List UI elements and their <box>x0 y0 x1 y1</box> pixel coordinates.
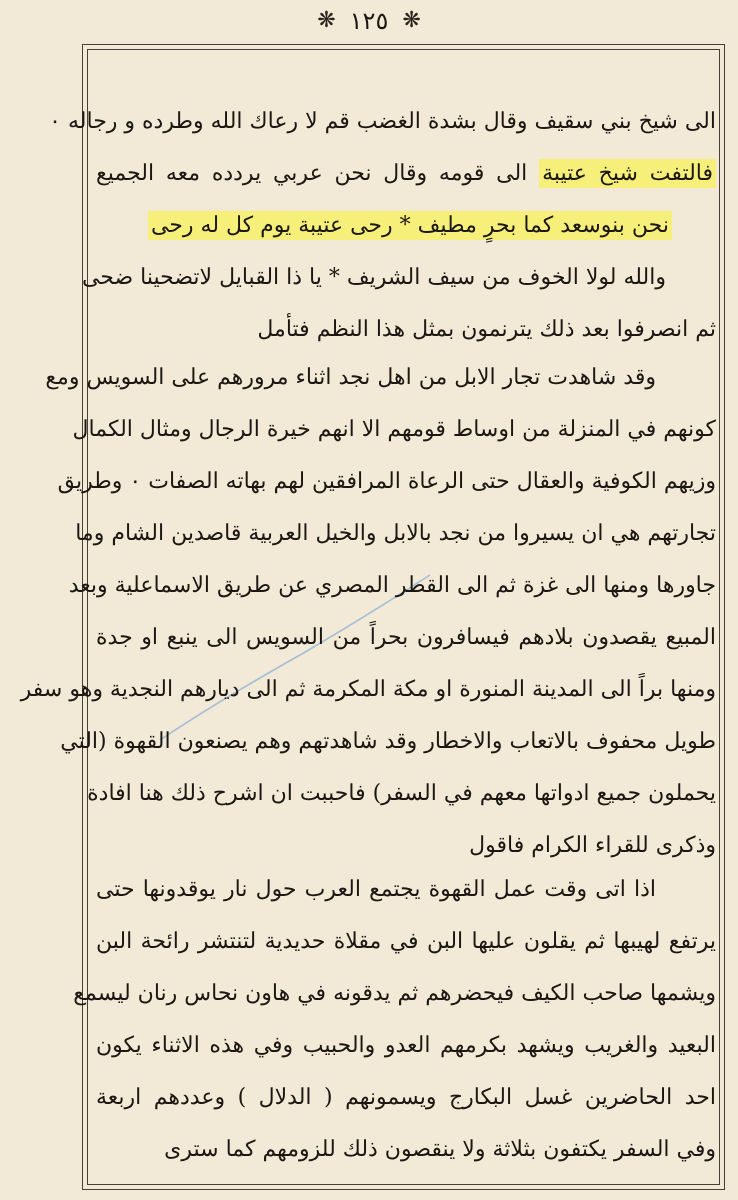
text-line: ويشمها صاحب الكيف فيحضرهم ثم يدقونه في هاون نحاس رنان ليسمع <box>73 981 716 1006</box>
text-line: يحملون جميع ادواتها معهم في السفر) فاحببت ان اشرح ذلك هنا افادة <box>87 781 716 806</box>
ornament-icon: ❋ <box>402 8 421 33</box>
text-line: يرتفع لهيبها ثم يقلون عليها البن في مقلاة حديدية لتنتشر رائحة البن <box>96 929 716 954</box>
paragraph-2 <box>20 352 716 872</box>
text-line: ومنها براً الى المدينة المنورة او مكة المكرمة ثم الى ديارهم النجدية وهو سفر <box>20 677 716 702</box>
text-line: جاورها ومنها الى غزة ثم الى القطر المصري عن طريق الاسماعلية وبعد <box>68 573 716 598</box>
paragraph-3 <box>73 864 716 1176</box>
verse-line-highlighted <box>96 200 716 252</box>
text-line: اذا اتى وقت عمل القهوة يجتمع العرب حول نار يوقدونها حتى <box>96 877 656 902</box>
page-number: ١٢٥ <box>349 7 389 35</box>
text-line: وقد شاهدت تجار الابل من اهل نجد اثناء مرورهم على السويس ومع <box>45 365 656 390</box>
text-line: وفي السفر يكتفون بثلاثة ولا ينقصون ذلك للزومهم كما سترى <box>164 1137 716 1162</box>
ornament-icon: ❋ <box>317 8 336 33</box>
page-header <box>0 2 738 40</box>
verse-line: والله لولا الخوف من سيف الشريف * يا ذا القبايل لاتضحينا ضحى <box>81 265 666 290</box>
highlighted-text: فالتفت شيخ عتيبة <box>539 159 716 188</box>
text-line: وذكرى للقراء الكرام فاقول <box>469 833 716 858</box>
text-line: ثم انصرفوا بعد ذلك يترنمون بمثل هذا النظم فتأمل <box>257 317 716 342</box>
text-line: البعيد والغريب ويشهد بكرمهم العدو والحبيب وفي هذه الاثناء يكون <box>96 1033 716 1058</box>
text-line: تجارتهم هي ان يسيروا من نجد بالابل والخيل العربية قاصدين الشام وما <box>75 521 716 546</box>
text-line: كونهم في المنزلة من اوساط قومهم الا انهم خيرة الرجال ومثال الكمال <box>72 417 716 442</box>
text-line-highlighted <box>96 148 716 200</box>
highlighted-verse: نحن بنوسعد كما بحرٍ مطيف * رحى عتيبة يوم كل له رحى <box>148 211 672 240</box>
text-line: وزيهم الكوفية والعقال حتى الرعاة المرافقين لهم بهاته الصفات ٠ وطريق <box>57 469 716 494</box>
text-segment: الى قومه وقال نحن عربي يردده معه الجميع <box>96 161 540 186</box>
text-line: الى شيخ بني سقيف وقال بشدة الغضب قم لا رعاك الله وطرده و رجاله ٠ <box>49 109 716 134</box>
paragraph-1 <box>49 96 716 356</box>
text-line: طويل محفوف بالاتعاب والاخطار وقد شاهدتهم وهم يصنعون القهوة (التي <box>60 729 716 754</box>
text-line: المبيع يقصدون بلادهم فيسافرون بحراً من السويس الى ينبع او جدة <box>96 625 716 650</box>
text-line: احد الحاضرين غسل البكارج ويسمونهم ( الدلال ) وعددهم اربعة <box>96 1085 716 1110</box>
